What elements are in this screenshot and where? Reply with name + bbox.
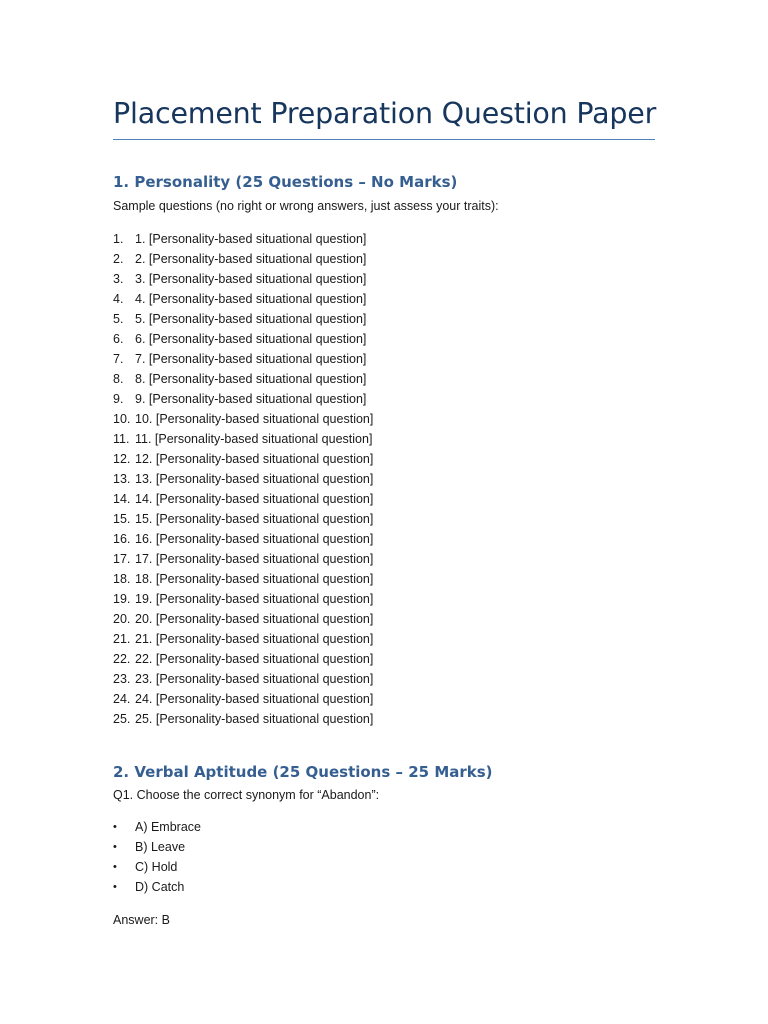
list-item-text: 3. [Personality-based situational question] (135, 272, 367, 286)
bullet-icon: • (113, 821, 117, 833)
option-item (113, 837, 201, 857)
section-1-intro: Sample questions (no right or wrong answers, just assess your traits): (113, 199, 499, 213)
list-item-text: 18. [Personality-based situational question] (135, 572, 374, 586)
list-item (113, 529, 373, 549)
list-item-number: 7. (113, 352, 124, 366)
list-item (113, 689, 373, 709)
list-item-number: 8. (113, 372, 124, 386)
list-item-number: 1. (113, 232, 124, 246)
list-item-text: 1. [Personality-based situational question] (135, 232, 367, 246)
list-item-number: 25. (113, 712, 131, 726)
list-item-text: 20. [Personality-based situational question] (135, 612, 374, 626)
personality-question-list (113, 229, 373, 729)
list-item-text: 8. [Personality-based situational question] (135, 372, 367, 386)
list-item-text: 4. [Personality-based situational question] (135, 292, 367, 306)
list-item-text: 25. [Personality-based situational question] (135, 712, 374, 726)
list-item-number: 17. (113, 552, 131, 566)
list-item-text: 14. [Personality-based situational question] (135, 492, 374, 506)
list-item (113, 489, 373, 509)
list-item-number: 16. (113, 532, 131, 546)
list-item-text: 19. [Personality-based situational question] (135, 592, 374, 606)
list-item-text: 2. [Personality-based situational question] (135, 252, 367, 266)
list-item (113, 229, 373, 249)
title-underline (113, 139, 655, 140)
list-item-text: 9. [Personality-based situational question] (135, 392, 367, 406)
section-1-heading: 1. Personality (25 Questions – No Marks) (113, 173, 458, 191)
option-item (113, 877, 201, 897)
answer-option-list (113, 817, 201, 897)
list-item-text: 11. [Personality-based situational question] (135, 432, 373, 446)
list-item-text: 22. [Personality-based situational question] (135, 652, 374, 666)
list-item-text: 13. [Personality-based situational question] (135, 472, 374, 486)
list-item (113, 449, 373, 469)
list-item (113, 589, 373, 609)
option-item (113, 817, 201, 837)
list-item (113, 629, 373, 649)
list-item (113, 509, 373, 529)
list-item-text: 16. [Personality-based situational question] (135, 532, 374, 546)
list-item-text: 15. [Personality-based situational question] (135, 512, 374, 526)
option-text: D) Catch (135, 880, 185, 894)
list-item-number: 18. (113, 572, 131, 586)
list-item-number: 24. (113, 692, 131, 706)
list-item-number: 6. (113, 332, 124, 346)
section-2-heading: 2. Verbal Aptitude (25 Questions – 25 Marks) (113, 763, 493, 781)
option-text: C) Hold (135, 860, 178, 874)
list-item (113, 609, 373, 629)
list-item (113, 269, 373, 289)
document-title: Placement Preparation Question Paper (113, 97, 657, 130)
list-item-number: 23. (113, 672, 131, 686)
list-item-number: 21. (113, 632, 131, 646)
list-item (113, 649, 373, 669)
list-item (113, 329, 373, 349)
list-item-number: 19. (113, 592, 131, 606)
list-item-text: 6. [Personality-based situational question] (135, 332, 367, 346)
list-item-number: 9. (113, 392, 124, 406)
list-item-number: 12. (113, 452, 131, 466)
list-item-text: 24. [Personality-based situational question] (135, 692, 374, 706)
answer-text: Answer: B (113, 913, 170, 927)
list-item-number: 11. (113, 432, 130, 446)
list-item (113, 549, 373, 569)
list-item-text: 21. [Personality-based situational question] (135, 632, 374, 646)
bullet-icon: • (113, 881, 117, 893)
list-item-text: 23. [Personality-based situational question] (135, 672, 374, 686)
list-item-number: 13. (113, 472, 131, 486)
list-item-text: 12. [Personality-based situational question] (135, 452, 374, 466)
option-text: A) Embrace (135, 820, 201, 834)
option-item (113, 857, 201, 877)
list-item (113, 569, 373, 589)
list-item-number: 2. (113, 252, 124, 266)
list-item-number: 22. (113, 652, 131, 666)
list-item-number: 14. (113, 492, 131, 506)
verbal-question-1: Q1. Choose the correct synonym for “Abandon”: (113, 788, 380, 802)
list-item (113, 469, 373, 489)
bullet-icon: • (113, 861, 117, 873)
list-item-text: 10. [Personality-based situational question] (135, 412, 374, 426)
list-item (113, 409, 373, 429)
bullet-icon: • (113, 841, 117, 853)
list-item-number: 10. (113, 412, 131, 426)
list-item (113, 669, 373, 689)
list-item-text: 5. [Personality-based situational question] (135, 312, 367, 326)
list-item-number: 3. (113, 272, 124, 286)
list-item-text: 7. [Personality-based situational question] (135, 352, 367, 366)
list-item-text: 17. [Personality-based situational question] (135, 552, 374, 566)
list-item (113, 389, 373, 409)
list-item (113, 309, 373, 329)
list-item-number: 20. (113, 612, 131, 626)
list-item (113, 289, 373, 309)
list-item (113, 249, 373, 269)
list-item (113, 349, 373, 369)
list-item-number: 4. (113, 292, 124, 306)
list-item-number: 5. (113, 312, 124, 326)
list-item (113, 429, 373, 449)
list-item (113, 369, 373, 389)
list-item (113, 709, 373, 729)
list-item-number: 15. (113, 512, 131, 526)
option-text: B) Leave (135, 840, 186, 854)
